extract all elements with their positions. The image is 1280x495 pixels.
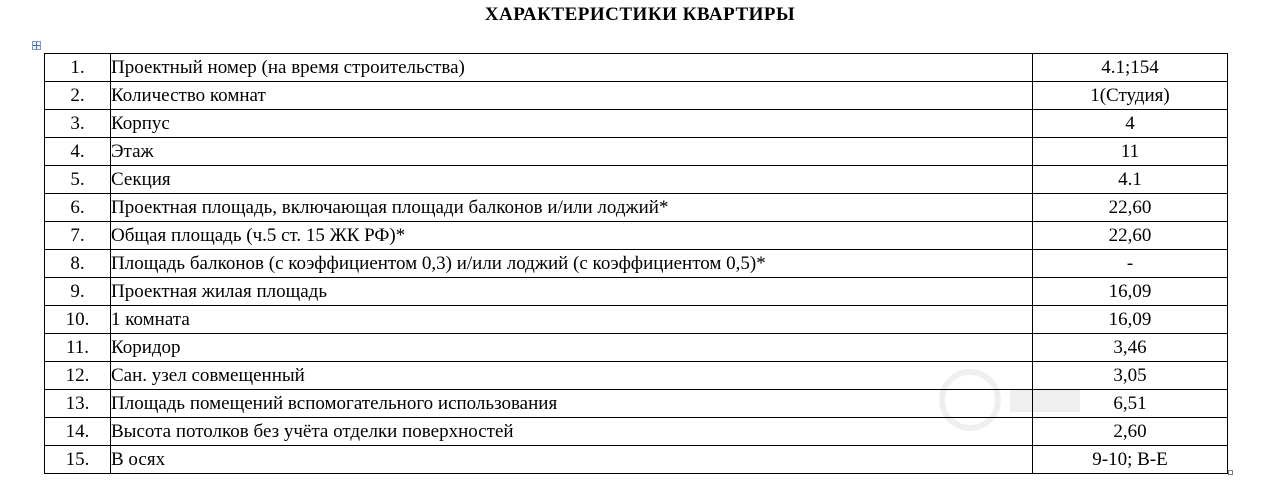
row-number: 15. (45, 446, 111, 474)
row-label: Сан. узел совмещенный (111, 362, 1033, 390)
table-row (45, 334, 1228, 362)
table-row (45, 110, 1228, 138)
row-value: 22,60 (1033, 194, 1228, 222)
table-row (45, 222, 1228, 250)
row-label: Площадь балконов (с коэффициентом 0,3) и/или лоджий (с коэффициентом 0,5)* (111, 250, 1033, 278)
row-value: 11 (1033, 138, 1228, 166)
document-title: ХАРАКТЕРИСТИКИ КВАРТИРЫ (484, 4, 796, 25)
row-label: 1 комната (111, 306, 1033, 334)
row-number: 5. (45, 166, 111, 194)
table-row (45, 446, 1228, 474)
row-label: Корпус (111, 110, 1033, 138)
row-value: 4 (1033, 110, 1228, 138)
row-value: 1(Студия) (1033, 82, 1228, 110)
row-label: В осях (111, 446, 1033, 474)
table-row (45, 306, 1228, 334)
row-value: 16,09 (1033, 278, 1228, 306)
table-row (45, 166, 1228, 194)
row-number: 7. (45, 222, 111, 250)
row-number: 13. (45, 390, 111, 418)
row-label: Этаж (111, 138, 1033, 166)
table-row (45, 194, 1228, 222)
row-value: 4.1 (1033, 166, 1228, 194)
table-row (45, 138, 1228, 166)
row-number: 4. (45, 138, 111, 166)
row-value: 2,60 (1033, 418, 1228, 446)
table-body (45, 54, 1228, 474)
row-number: 8. (45, 250, 111, 278)
row-number: 10. (45, 306, 111, 334)
table-row (45, 54, 1228, 82)
row-value: 16,09 (1033, 306, 1228, 334)
row-number: 3. (45, 110, 111, 138)
row-number: 2. (45, 82, 111, 110)
table-row (45, 390, 1228, 418)
row-number: 12. (45, 362, 111, 390)
row-label: Секция (111, 166, 1033, 194)
table-row (45, 362, 1228, 390)
table-resize-handle[interactable] (1228, 470, 1233, 475)
row-value: 6,51 (1033, 390, 1228, 418)
row-label: Коридор (111, 334, 1033, 362)
row-value: 3,05 (1033, 362, 1228, 390)
row-value: 9-10; В-Е (1033, 446, 1228, 474)
row-label: Площадь помещений вспомогательного использования (111, 390, 1033, 418)
row-label: Количество комнат (111, 82, 1033, 110)
row-number: 11. (45, 334, 111, 362)
row-number: 9. (45, 278, 111, 306)
table-row (45, 418, 1228, 446)
row-label: Общая площадь (ч.5 ст. 15 ЖК РФ)* (111, 222, 1033, 250)
apartment-characteristics-table (44, 53, 1228, 474)
row-number: 1. (45, 54, 111, 82)
table-move-handle-icon[interactable] (32, 41, 41, 50)
row-label: Проектная жилая площадь (111, 278, 1033, 306)
row-label: Проектный номер (на время строительства) (111, 54, 1033, 82)
row-value: 22,60 (1033, 222, 1228, 250)
row-value: 3,46 (1033, 334, 1228, 362)
row-value: - (1033, 250, 1228, 278)
row-label: Проектная площадь, включающая площади балконов и/или лоджий* (111, 194, 1033, 222)
table-row (45, 250, 1228, 278)
row-number: 6. (45, 194, 111, 222)
row-value: 4.1;154 (1033, 54, 1228, 82)
table-row (45, 82, 1228, 110)
table-row (45, 278, 1228, 306)
row-number: 14. (45, 418, 111, 446)
row-label: Высота потолков без учёта отделки поверхностей (111, 418, 1033, 446)
